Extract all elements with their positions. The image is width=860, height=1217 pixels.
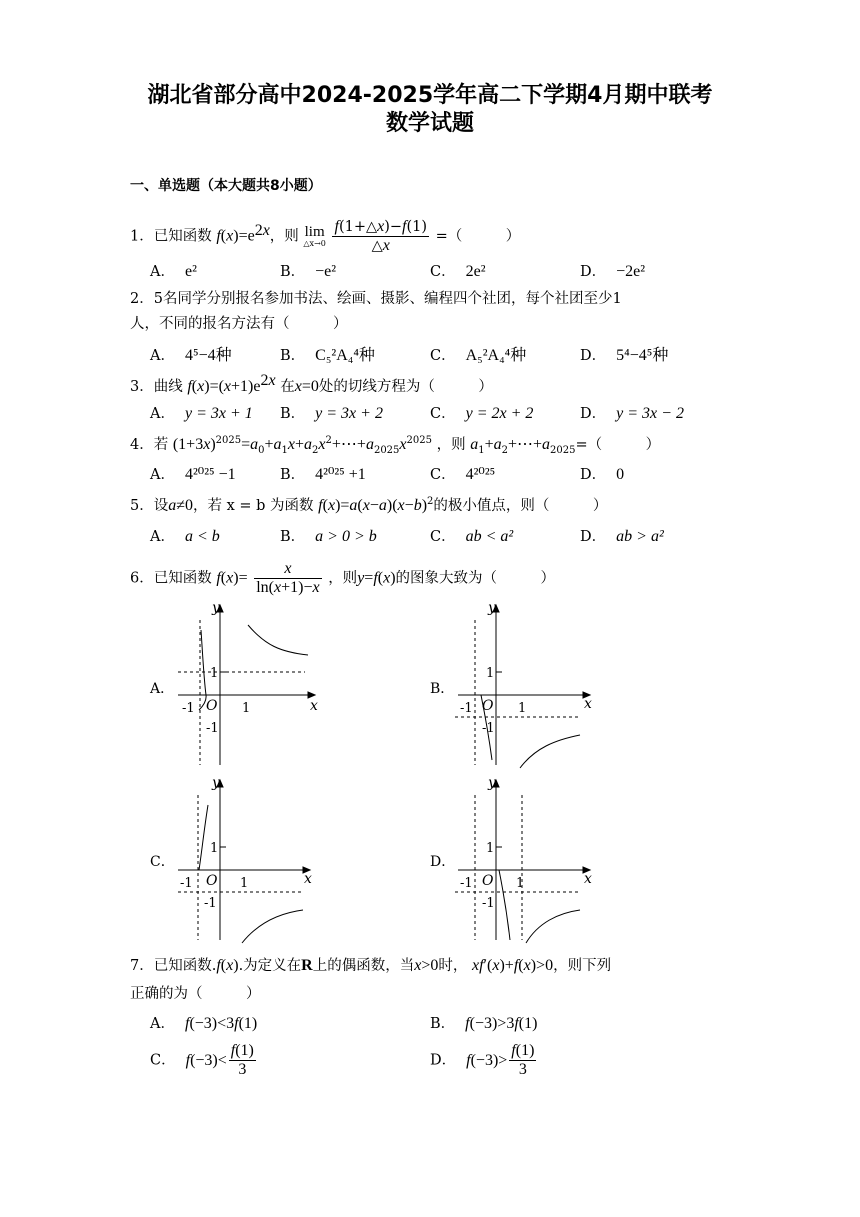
graph-a-pos1-y: 1 [210,666,219,681]
title-line-1: 湖北省部分高中2024-2025学年高二下学期4月期中联考 [147,83,713,108]
svg-text:x: x [584,696,592,712]
svg-text:1: 1 [516,876,525,891]
question-5: 5．设a≠0，若 x = b 为函数 $f(x)=a(x-a)(x-b)^2$的极小值点，则（ ） [130,496,608,514]
graph-a-x-label: x [310,698,318,714]
svg-text:-1: -1 [460,701,473,716]
svg-text:y: y [212,775,220,791]
q7-option-c: C． f(−3)< $\frac{f(1)}{3}$ [150,1042,254,1078]
svg-text:-1: -1 [482,721,495,736]
graph-b-label: B． [430,681,455,697]
graph-d-label: D． [430,854,456,870]
title-line-2: 数学试题 [385,111,474,136]
question-1: 1．已知函数 $f(x)=e^{2x}$，则 lim △x→0 $\frac{f(1+\triangle x)-f(1)}{\triangle x}$ =（ ） [130,218,521,254]
svg-text:y: y [488,775,496,791]
question-3: 3．曲线 $f(x)=(x+1)e^{2x}$ 在x=0处的切线方程为（ ） [130,372,493,395]
svg-text:-1: -1 [204,896,217,911]
svg-text:O: O [482,873,494,889]
graph-a-origin: O [206,698,218,714]
graph-a-pos1-x: 1 [242,701,251,716]
svg-text:x: x [584,871,592,887]
q7-option-b: B． f(−3)>3f(1) [430,1015,538,1032]
question-6: 6．已知函数 f(x)= $\frac{x}{\ln(x+1)-x}$ ，则y=f(x)的图象大致为（ ） [130,560,556,596]
svg-text:1: 1 [486,841,495,856]
svg-text:1: 1 [486,666,495,681]
question-2-line-2: 人，不同的报名方法有（ ） [130,316,348,332]
svg-text:-1: -1 [482,896,495,911]
graph-a-neg1-y: -1 [206,721,219,736]
svg-text:1: 1 [518,701,527,716]
svg-text:O: O [206,873,218,889]
question-7-line-1: 7．已知函数.f(x).为定义在R上的偶函数，当x>0时， xf′(x)+f(x)>0，则下列 [130,957,612,974]
graph-c-label: C． [150,854,175,870]
q7-option-d: D． f(−3)> $\frac{f(1)}{3}$ [430,1042,535,1078]
svg-text:-1: -1 [180,876,193,891]
graph-a-y-label: y [212,600,220,616]
svg-text:x: x [304,871,312,887]
svg-text:1: 1 [240,876,249,891]
graph-c [170,775,330,945]
q7-option-a: A． f(−3)<3f(1) [150,1015,258,1032]
svg-text:1: 1 [210,841,219,856]
question-7-line-2: 正确的为（ ） [130,986,261,1002]
svg-text:O: O [482,698,494,714]
question-4: 4．若 $(1+3x)^{2025}=a_0+a_1x+a_2x^2+\cdots+a_{2025}x^{2025}$ ，则 $a_1+a_2+\cdots+a_{2025}=$（ ） [130,435,661,456]
graph-a [170,600,330,770]
svg-text:-1: -1 [460,876,473,891]
question-2-line-1: 2．5名同学分别报名参加书法、绘画、摄影、编程四个社团，每个社团至少1 [130,291,622,307]
graph-a-neg1-x: -1 [182,701,195,716]
graph-b [450,600,610,770]
svg-text:y: y [488,600,496,616]
graph-d [450,775,610,945]
graph-a-label: A． [150,681,175,697]
section-heading: 一、单选题（本大题共8小题） [130,178,322,194]
